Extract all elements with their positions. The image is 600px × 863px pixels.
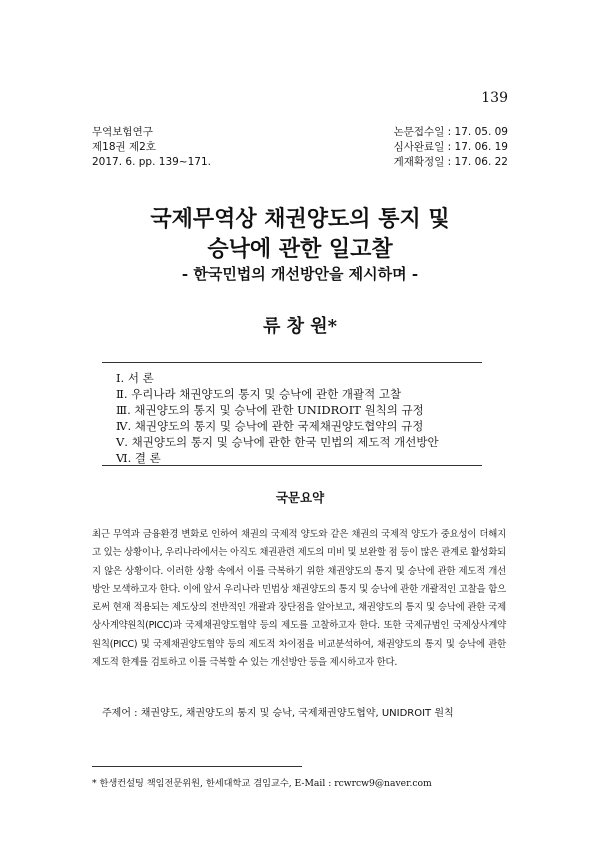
table-of-contents (116, 370, 496, 466)
toc-item: Ⅳ. 채권양도의 통지 및 승낙에 관한 국제채권양도협약의 규정 (116, 419, 424, 433)
journal-date-pages: 2017. 6. pp. 139~171. (92, 156, 211, 168)
paper-subtitle: - 한국민법의 개선방안을 제시하며 - (181, 265, 419, 283)
toc-item: Ⅴ. 채권양도의 통지 및 승낙에 관한 한국 민법의 제도적 개선방안 (116, 435, 439, 449)
toc-item: Ⅰ. 서 론 (116, 371, 154, 385)
footnote-rule (92, 766, 302, 767)
toc-item: Ⅱ. 우리나라 채권양도의 통지 및 승낙에 관한 개괄적 고찰 (116, 387, 402, 401)
journal-info (92, 125, 211, 170)
abstract-body: 최근 무역과 금융환경 변화로 인하여 채권의 국제적 양도와 같은 채권의 국제적 양도가 중요성이 더해지고 있는 상황이나, 우리나라에서는 아직도 채권관련 제도의 미비 및 보완할 점 등이 많은 관계로 활성화되지 않은 상황이다. 이러한 상황 속에서 이를 극복하기 위한 채권양도의 통지 및 승낙에 관한 제도적 개선방안 모색하고자 한다. 이에 앞서 우리나라 민법상 채권양도의 통지 및 승낙에 관한 개괄적인 고찰을 함으로써 현재 적용되는 제도상의 전반적인 개괄과 장단점을 알아보고, 채권양도의 통지 및 승낙에 관한 국제상사계약원칙(PICC)과 국제채권양도협약 등의 제도를 고찰하고자 한다. 또한 국제규범인 국제상사계약원칙(PICC) 및 국제채권양도협약 등의 제도적 차이점을 비교분석하여, 채권양도의 통지 및 승낙에 관한 제도적 한계를 검토하고 이를 극복할 수 있는 개선방안 등을 제시하고자 한다. (92, 529, 506, 669)
author-footnote: * 한생컨설팅 책임전문위원, 한세대학교 겸임교수, E-Mail : rcwrcw9@naver.com (92, 778, 432, 789)
submitted-date: 논문접수일 : 17. 05. 09 (393, 126, 508, 138)
author-name: 류 창 원* (262, 316, 338, 337)
toc-top-rule (102, 362, 482, 363)
paper-title-line1: 국제무역상 채권양도의 통지 및 (150, 206, 450, 232)
reviewed-date: 심사완료일 : 17. 06. 19 (393, 141, 508, 153)
review-dates (394, 125, 508, 170)
journal-name: 무역보험연구 (92, 126, 153, 138)
journal-volume: 제18권 제2호 (92, 141, 156, 153)
accepted-date: 게재확정일 : 17. 06. 22 (393, 156, 508, 168)
toc-item: Ⅵ. 결 론 (116, 451, 161, 465)
abstract-heading: 국문요약 (275, 490, 325, 505)
paper-title-line2: 승낙에 관한 일고찰 (207, 236, 393, 262)
toc-bottom-rule (102, 465, 482, 466)
page-number: 139 (481, 90, 508, 106)
toc-item: Ⅲ. 채권양도의 통지 및 승낙에 관한 UNIDROIT 원칙의 규정 (116, 403, 424, 417)
keywords: 주제어 : 채권양도, 채권양도의 통지 및 승낙, 국제채권양도협약, UNIDROIT 원칙 (102, 708, 454, 719)
